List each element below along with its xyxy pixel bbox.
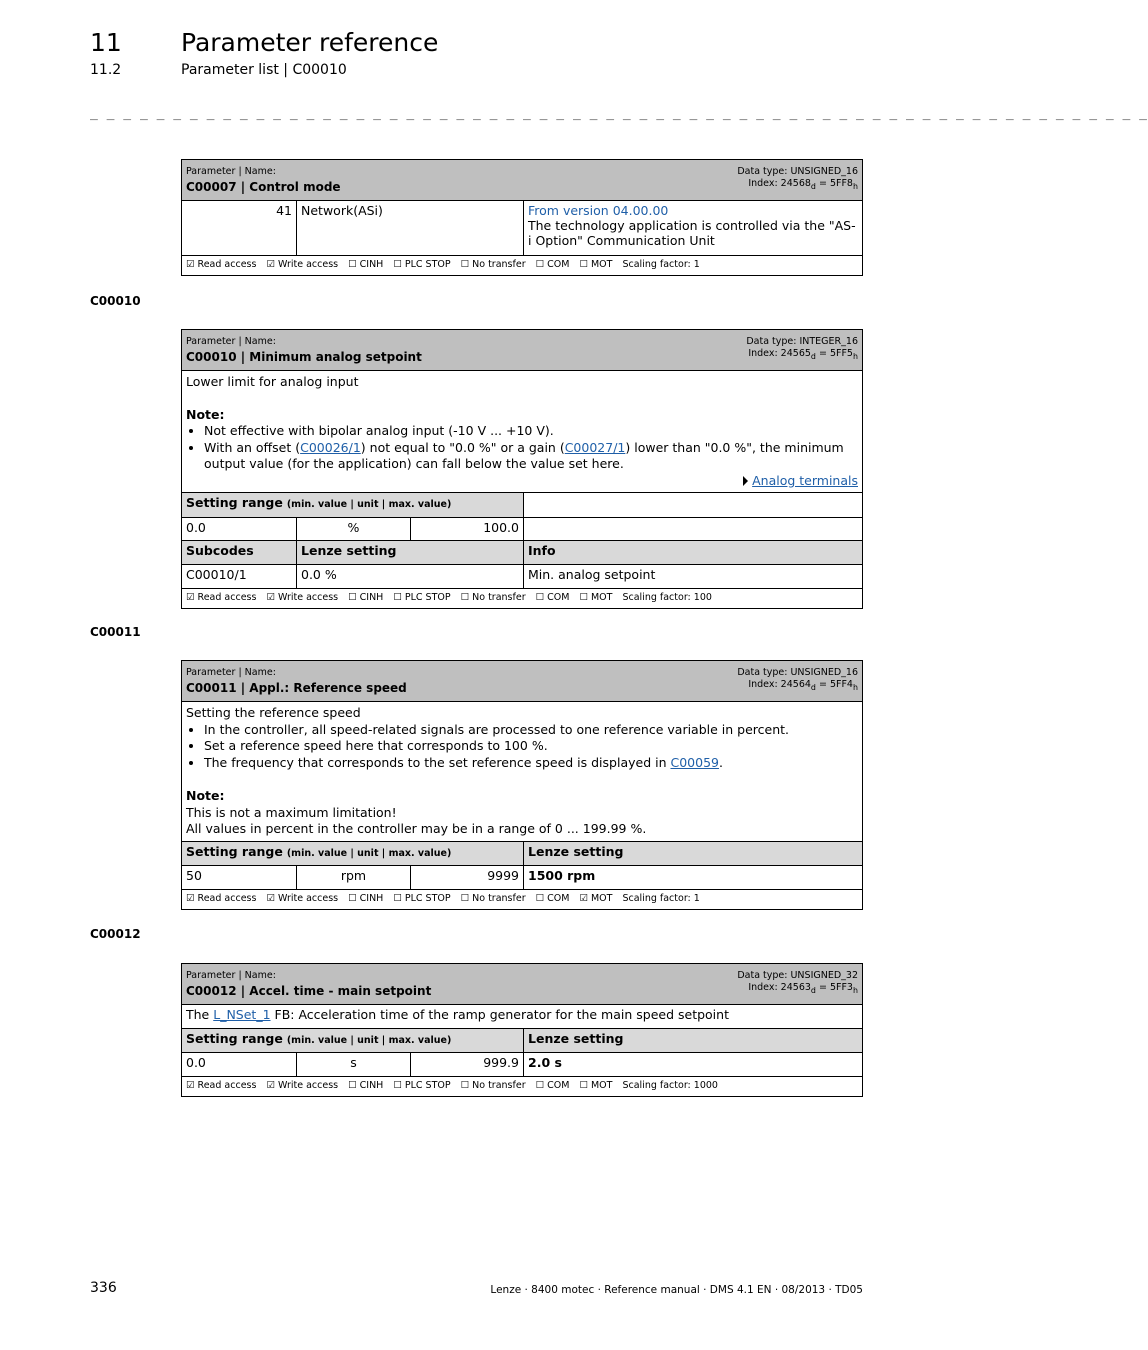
c00007-access-footer: ☑ Read access ☑ Write access ☐ CINH ☐ PLC STOP ☐ No transfer ☐ COM ☐ MOT Scaling factor: 1	[186, 259, 700, 270]
document-info: Lenze · 8400 motec · Reference manual · DMS 4.1 EN · 08/2013 · TD05	[490, 1284, 863, 1296]
c00011-description-row	[182, 702, 862, 842]
c00012-range-min: 0.0	[186, 1055, 206, 1070]
note-label: Note:	[186, 787, 225, 803]
c00007-index: Index: $24568_d = 5FF8_h$	[748, 178, 858, 191]
setting-range-label: Setting range (min. value | unit | max. value)	[182, 493, 523, 517]
list-item: • In the controller, all speed-related signals are processed to one reference variable in percent.	[204, 722, 858, 739]
page-number: 336	[90, 1280, 117, 1296]
c00010-description-row	[182, 371, 862, 493]
c00011-lenze-value: 1500 rpm	[523, 866, 862, 889]
setting-range-label: Setting range (min. value | unit | max. value)	[186, 843, 452, 859]
c00007-row-info	[523, 201, 862, 255]
lenze-setting-label: Lenze setting	[523, 842, 862, 865]
setting-range-label: Setting range (min. value | unit | max. value)	[186, 1031, 452, 1046]
table-row	[182, 565, 862, 589]
c00007-table	[181, 159, 863, 276]
c00012-title: C00012 | Accel. time - main setpoint	[186, 984, 432, 998]
c00012-data-type: Data type: UNSIGNED_32	[737, 970, 858, 981]
c00010-range-max: 100.0	[410, 517, 523, 540]
c00007-selection-row	[182, 201, 862, 256]
c00011-data-type: Data type: UNSIGNED_16	[737, 667, 858, 678]
lenze-setting-label: Lenze setting	[523, 1029, 862, 1052]
l-nset-1-link[interactable]: L_NSet_1	[213, 1007, 271, 1022]
note-label: Note:	[186, 406, 225, 422]
c00011-title: C00011 | Appl.: Reference speed	[186, 681, 407, 695]
list-item: • The frequency that corresponds to the set reference speed is displayed in C00059.	[204, 755, 858, 772]
c00012-range-max: 999.9	[410, 1053, 523, 1076]
c00012-range-header-row	[182, 1029, 862, 1053]
c00011-description: Setting the reference speed • In the controller, all speed-related signals are processed to one reference variable in percent. • Set a reference speed here that corresponds to 100 %. • The frequency that corresponds to the set reference speed is displayed in C00059. Note: This is not a maximum limitation! All values in percent in the controller may be in a range of 0 ... 199.99 %.	[182, 702, 862, 841]
c00012-range-unit: s	[296, 1053, 410, 1076]
c00011-heading: C00011	[90, 625, 141, 639]
c00010-title: C00010 | Minimum analog setpoint	[186, 350, 422, 364]
header-separator: _ _ _ _ _ _ _ _ _ _ _ _ _ _ _ _ _ _ _ _ _ _ _ _ _ _ _ _ _ _ _ _ _ _ _ _ _ _ _ _ _ _ _ _ _ _ _ _ _ _ _ _ _ _ _ _ _ _ _ _ _ _ _ _	[90, 106, 1148, 121]
param-name-label: Parameter | Name:	[186, 970, 276, 981]
c00012-access-footer: ☑ Read access ☑ Write access ☐ CINH ☐ PLC STOP ☐ No transfer ☐ COM ☐ MOT Scaling factor: 1000	[186, 1080, 718, 1091]
crossref	[186, 473, 858, 490]
c00010-range-unit: %	[296, 517, 410, 540]
c00011-header	[182, 661, 862, 702]
c00010-heading: C00010	[90, 294, 141, 308]
c00012-description: The L_NSet_1 FB: Acceleration time of the ramp generator for the main speed setpoint	[186, 1007, 729, 1022]
c00012-lenze-value: 2.0 s	[523, 1053, 862, 1076]
list-item: • Set a reference speed here that corresponds to 100 %.	[204, 738, 858, 755]
c00012-description-row	[182, 1005, 862, 1029]
c00010-header	[182, 330, 862, 371]
c00010-table	[181, 329, 863, 609]
c00007-title: C00007 | Control mode	[186, 180, 341, 194]
c00010-range-min: 0.0	[182, 517, 296, 540]
c00011-range-header-row	[182, 842, 862, 866]
list-item: • With an offset (C00026/1) not equal to "0.0 %" or a gain (C00027/1) lower than "0.0 %", the minimum output value (for the application) can fall below the value set here.	[204, 440, 858, 473]
triangle-right-icon	[743, 476, 748, 486]
list-item: • Not effective with bipolar analog input (-10 V ... +10 V).	[204, 423, 858, 440]
c00010-range-row	[182, 517, 862, 541]
c00012-header	[182, 964, 862, 1005]
c00007-row-description: The technology application is controlled via the "AS-i Option" Communication Unit	[528, 218, 856, 248]
info-label: Info	[523, 541, 862, 564]
c00011-access-footer: ☑ Read access ☑ Write access ☐ CINH ☐ PLC STOP ☐ No transfer ☐ COM ☑ MOT Scaling factor: 1	[186, 892, 700, 904]
section-number: 11.2	[90, 62, 122, 78]
c00011-note-line-1: This is not a maximum limitation!	[186, 804, 397, 820]
subcodes-label: Subcodes	[186, 543, 254, 558]
c00010-data-type: Data type: INTEGER_16	[746, 336, 858, 347]
c00011-note-line-2: All values in percent in the controller may be in a range of 0 ... 199.99 %.	[186, 821, 647, 837]
param-name-label: Parameter | Name:	[186, 166, 276, 177]
c00027-link[interactable]: C00027/1	[564, 439, 626, 455]
c00007-version-note: From version 04.00.00	[528, 203, 669, 218]
c00010-sub-lenze: 0.0 %	[296, 565, 523, 588]
c00010-access-footer: ☑ Read access ☑ Write access ☐ CINH ☐ PLC STOP ☐ No transfer ☐ COM ☐ MOT Scaling factor: 100	[186, 592, 712, 603]
c00010-range-header-row	[182, 493, 862, 518]
c00010-description: Lower limit for analog input Note: • Not effective with bipolar analog input (-10 V ... +10 V). • With an offset (C00026/1) not equal to "0.0 %" or a gain (C00027/1) lower than "0.0 %", the minimum output value (for the application) can fall below the value set here. Analog terminals	[182, 371, 862, 492]
c00010-subcode: C00010/1	[186, 567, 247, 582]
c00012-index: Index: $24563_d = 5FF3_h$	[748, 982, 858, 995]
c00011-table	[181, 660, 863, 910]
analog-terminals-link[interactable]: Analog terminals	[752, 472, 858, 488]
c00007-header	[182, 160, 862, 201]
c00010-sub-info: Min. analog setpoint	[523, 565, 862, 588]
param-name-label: Parameter | Name:	[186, 667, 276, 678]
c00012-heading: C00012	[90, 927, 141, 941]
c00010-subcode-header-row	[182, 541, 862, 565]
c00059-link[interactable]: C00059	[670, 755, 719, 771]
c00010-index: Index: $24565_d = 5FF5_h$	[748, 348, 858, 361]
section-title: Parameter list | C00010	[181, 62, 347, 78]
c00007-data-type: Data type: UNSIGNED_16	[737, 166, 858, 177]
param-name-label: Parameter | Name:	[186, 336, 276, 347]
c00007-row-number: 41	[276, 203, 292, 218]
lenze-setting-label: Lenze setting	[296, 541, 523, 564]
c00011-range-row	[182, 866, 862, 890]
chapter-title: Parameter reference	[181, 28, 439, 57]
c00011-range-max: 9999	[410, 866, 523, 889]
c00026-link[interactable]: C00026/1	[300, 439, 361, 455]
c00012-table	[181, 963, 863, 1097]
c00007-row-name: Network(ASi)	[296, 201, 523, 255]
c00011-index: Index: $24564_d = 5FF4_h$	[748, 679, 858, 692]
c00011-range-min: 50	[186, 867, 202, 883]
c00011-range-unit: rpm	[296, 866, 410, 889]
c00012-range-row	[182, 1053, 862, 1077]
chapter-number: 11	[90, 28, 122, 57]
